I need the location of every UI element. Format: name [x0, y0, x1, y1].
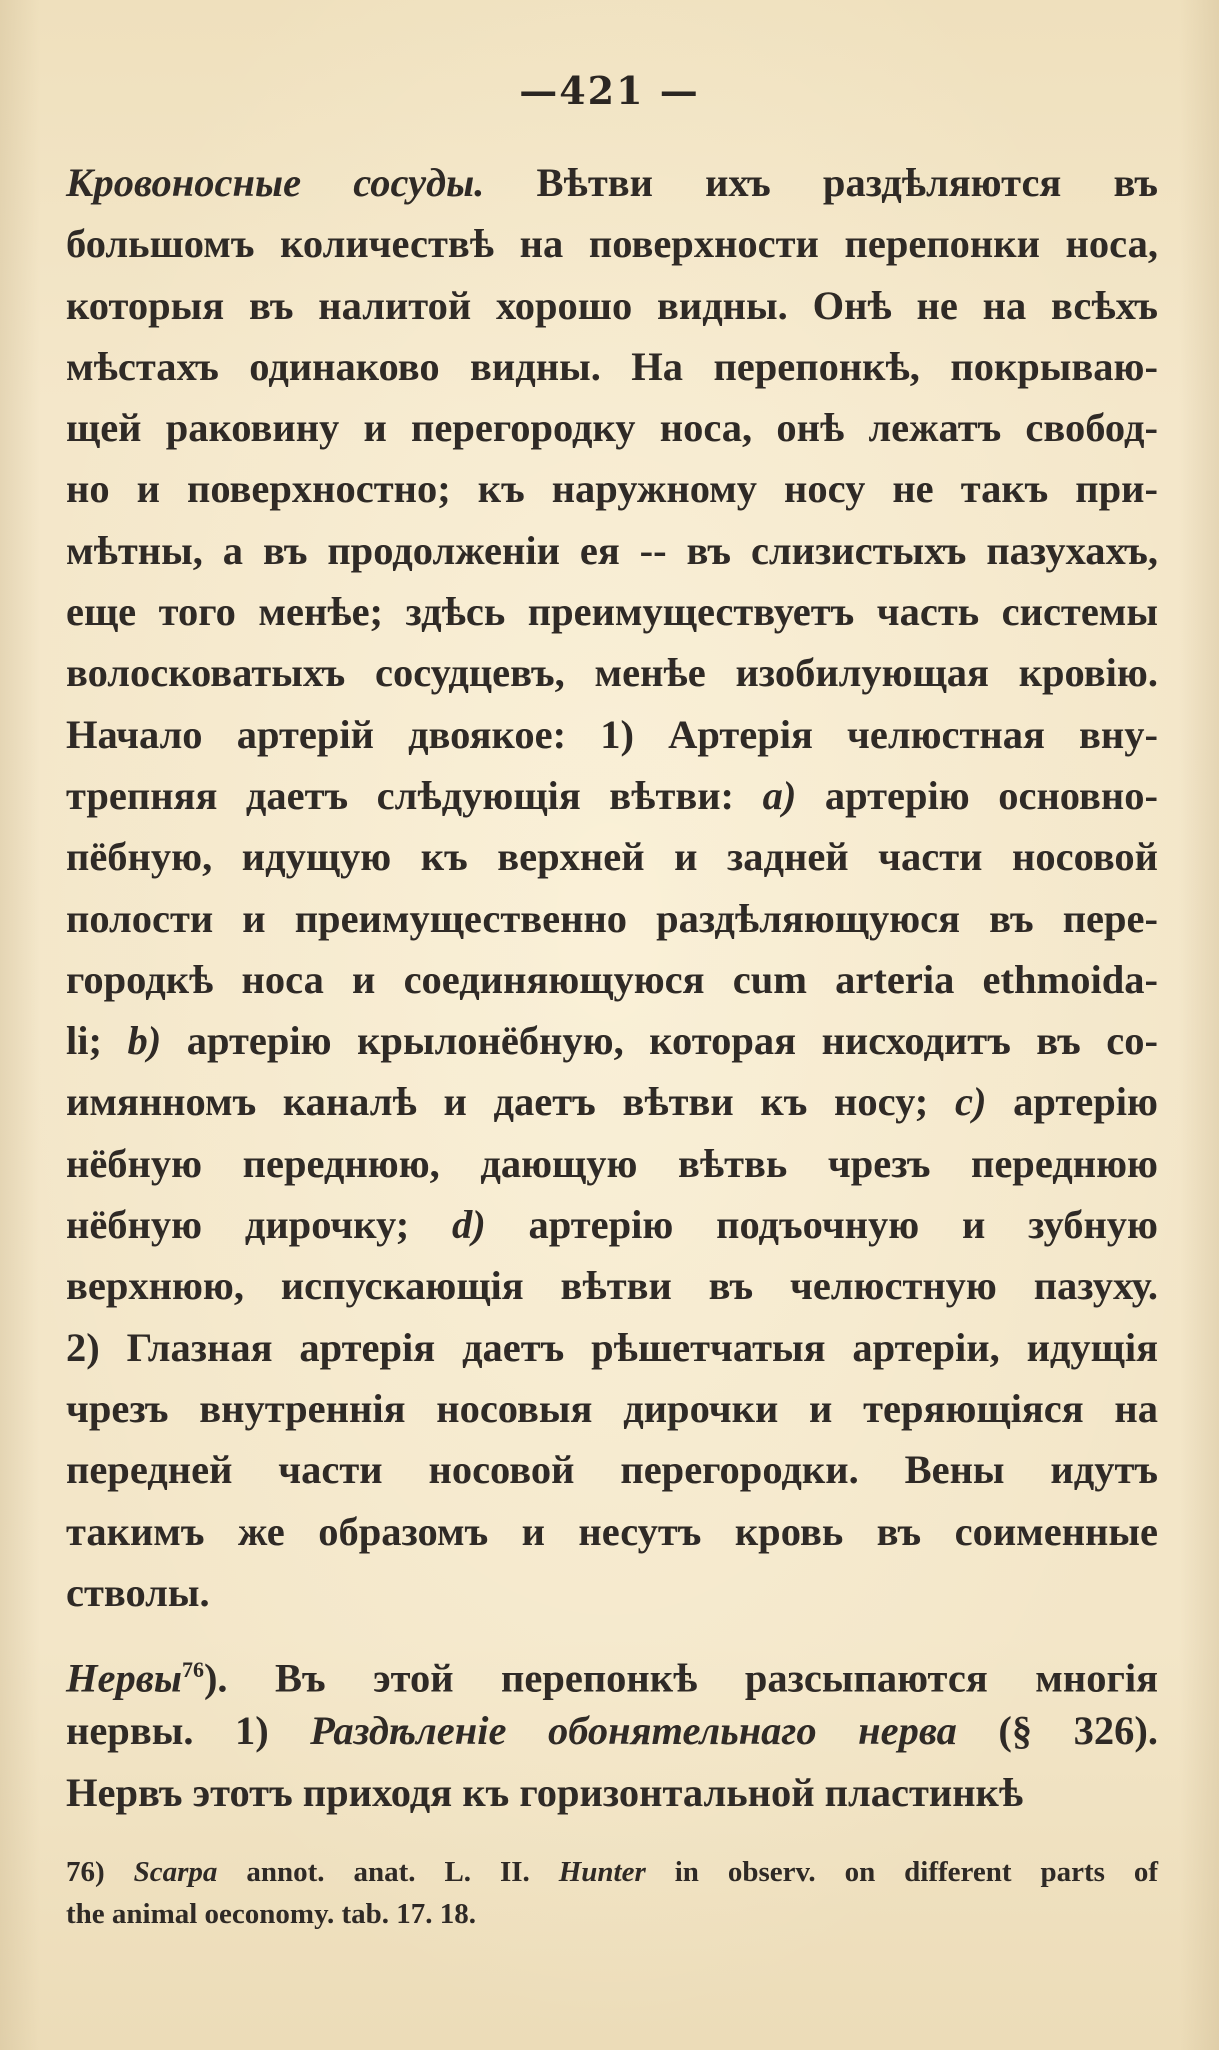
text-run: нёбную переднюю, дающую вѣтвь чрезъ переднюю [66, 1140, 1158, 1186]
text-line [66, 213, 1158, 274]
text-line [66, 642, 1158, 703]
text-line [66, 1562, 1158, 1623]
text-line [66, 1639, 1158, 1700]
footnote [66, 1851, 1158, 1935]
text-run: которыя въ налитой хорошо видны. Онѣ не на всѣхъ [66, 282, 1158, 328]
text-run: мѣтны, а въ продолженіи ея -- въ слизистыхъ пазухахъ, [66, 527, 1158, 573]
text-run: еще того менѣе; здѣсь преимуществуетъ часть системы [66, 589, 1158, 635]
text-run: полости и преимущественно раздѣляющуюся въ пере- [66, 895, 1158, 941]
text-line [66, 1700, 1158, 1761]
text-line [66, 1439, 1158, 1500]
list-marker: c) [954, 1079, 987, 1125]
page-edge-shadow-right [1179, 0, 1219, 2050]
text-line [66, 1010, 1158, 1071]
text-run: передней части носовой перегородки. Вены идутъ [66, 1447, 1158, 1493]
paragraph-blood-vessels [66, 152, 1158, 1623]
text-run: артерію основно- [796, 772, 1158, 818]
text-run: чрезъ внутреннія носовыя дирочки и теряющіяся на [66, 1385, 1158, 1431]
list-marker: d) [451, 1202, 486, 1248]
list-marker: b) [127, 1018, 162, 1064]
text-line [66, 581, 1158, 642]
text-run: артерію [986, 1079, 1158, 1125]
text-run: артерію крылонёбную, которая нисходитъ въ со- [161, 1018, 1158, 1064]
list-marker: a) [762, 772, 797, 818]
text-run: волосковатыхъ сосудцевъ, менѣе изобилующая кровію. [66, 650, 1158, 696]
text-run: Начало артерій двоякое: 1) Артерія челюстная вну- [66, 711, 1158, 757]
text-line [66, 1255, 1158, 1316]
text-line: Нервъ этотъ приходя къ горизонтальной пластинкѣ [66, 1769, 1024, 1815]
footnote-text: in observ. on different parts of [645, 1856, 1158, 1888]
text-run: городкѣ носа и соединяющуюся cum arteria ethmoida- [66, 956, 1158, 1002]
text-run: (§ 326). [956, 1708, 1158, 1754]
footnote-author: Scarpa [133, 1856, 218, 1888]
text-line [66, 888, 1158, 949]
text-line [66, 826, 1158, 887]
paragraph-nerves [66, 1639, 1158, 1823]
text-run: li; [66, 1018, 128, 1064]
text-line [66, 765, 1158, 826]
text-run: нервы. 1) [66, 1708, 311, 1754]
paragraph-gap [66, 1623, 1158, 1639]
text-line [66, 1133, 1158, 1194]
text-line [66, 1501, 1158, 1562]
footnote-line [66, 1851, 1158, 1893]
text-line [66, 949, 1158, 1010]
section-heading-blood-vessels: Кровоносные сосуды. [66, 160, 485, 205]
text-run: ). Въ этой перепонкѣ разсыпаются многія [203, 1655, 1158, 1701]
italic-term: Раздѣленіе обонятельнаго нерва [310, 1708, 957, 1754]
text-run: большомъ количествѣ на поверхности перепонки носа, [66, 221, 1158, 267]
text-line [66, 152, 1158, 213]
text-run: артерію подъочную и зубную [485, 1202, 1158, 1248]
text-line [66, 704, 1158, 765]
section-heading-nerves: Нервы [66, 1655, 182, 1701]
text-run: верхнюю, испускающія вѣтви въ челюстную пазуху. [66, 1263, 1158, 1309]
footnote-number: 76) [66, 1856, 105, 1888]
text-run: щей раковину и перегородку носа, онѣ лежатъ свобод- [66, 405, 1158, 451]
footnote-author: Hunter [558, 1856, 646, 1888]
text-run: имянномъ каналѣ и даетъ вѣтви къ носу; [66, 1079, 955, 1125]
text-run: 2) Глазная артерія даетъ рѣшетчатыя артеріи, идущія [66, 1324, 1158, 1370]
page-edge-shadow-left [0, 0, 40, 2050]
page-number: —421 — [519, 68, 700, 113]
text-run: мѣстахъ одинаково видны. На перепонкѣ, покрываю- [66, 343, 1158, 389]
text-line [66, 336, 1158, 397]
footnote-ref: 76 [181, 1657, 204, 1683]
text-line [66, 458, 1158, 519]
text-run: пёбную, идущую къ верхней и задней части носовой [66, 834, 1158, 880]
main-text [66, 152, 1158, 1823]
text-run: нёбную дирочку; [66, 1202, 452, 1248]
text-line [66, 1317, 1158, 1378]
text-line [66, 520, 1158, 581]
text-line [66, 397, 1158, 458]
text-run: такимъ же образомъ и несутъ кровь въ соименные [66, 1508, 1158, 1554]
text-run: стволы. [66, 1569, 210, 1615]
text-run: трепняя даетъ слѣдующія вѣтви: [66, 772, 763, 818]
footnote-text: annot. anat. L. II. [217, 1856, 559, 1888]
text-run: Вѣтви ихъ раздѣляются въ [484, 160, 1158, 205]
footnote-line: the animal oeconomy. tab. 17. 18. [66, 1898, 477, 1930]
text-line [66, 275, 1158, 336]
text-line [66, 1378, 1158, 1439]
text-run: но и поверхностно; къ наружному носу не такъ при- [66, 466, 1158, 512]
text-line [66, 1194, 1158, 1255]
text-line [66, 1071, 1158, 1132]
